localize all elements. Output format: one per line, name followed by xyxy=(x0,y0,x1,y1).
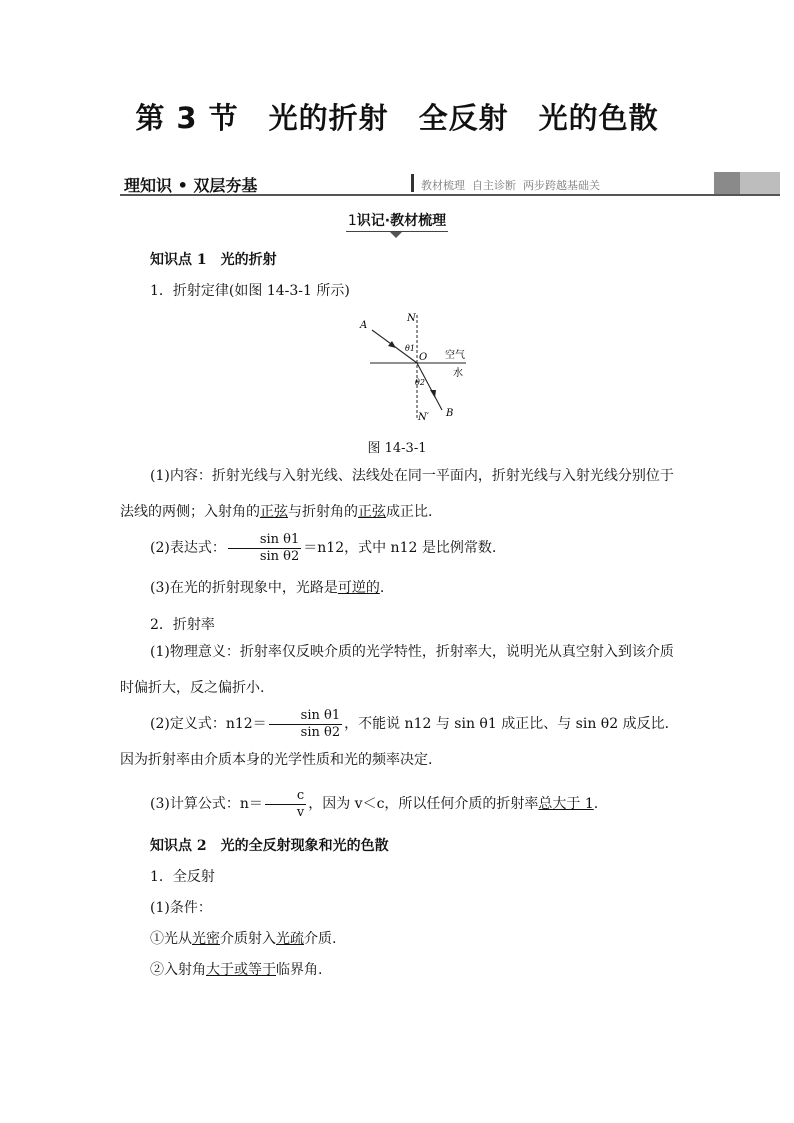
paragraph-physical-meaning: (1)物理意义：折射率仅反映介质的光学特性，折射率大，说明光从真空射入到该介质时偏折大，反之偏折小. xyxy=(120,644,674,696)
condition-1: ①光从光密介质射入光疏介质. xyxy=(150,931,337,947)
paragraph-definition: (2)定义式：n12＝ $\frac{\text{sin θ1}}{\text{sin θ2}}$ ，不能说 n12 与 sin θ1 成正比、与 sin θ2 成反比．因为折射率由介质本身的光学性质和光的频率决定. xyxy=(120,707,679,768)
sub-heading-arrow-icon xyxy=(390,232,402,238)
banner-block-dark xyxy=(714,172,740,194)
section-3-heading: 1．全反射 xyxy=(150,869,215,885)
label-n: N xyxy=(407,313,416,324)
sub-heading-label: 识记·教材梳理 xyxy=(356,213,447,229)
banner-block-light xyxy=(740,172,780,194)
sub-heading-number: 1 xyxy=(347,213,357,229)
label-a: A xyxy=(360,320,368,331)
section-2-heading: 2．折射率 xyxy=(150,617,215,633)
page-title: 第 3 节 光的折射 全反射 光的色散 xyxy=(135,101,659,135)
figure-caption: 图 14-3-1 xyxy=(367,441,427,456)
sub-heading xyxy=(0,210,794,230)
banner-divider xyxy=(411,174,414,192)
refraction-diagram xyxy=(356,310,476,425)
paragraph-formula: (3)计算公式：n＝ $\frac{c}{v}$ ，因为 v＜c，所以任何介质的折射率总大于 1. xyxy=(150,787,599,820)
label-air: 空气 xyxy=(445,350,465,361)
refracted-arrow-icon xyxy=(430,390,436,398)
knowledge-point-1: 知识点 1 光的折射 xyxy=(150,252,277,268)
fraction: $\frac{\text{sin θ1}}{\text{sin θ2}}$ xyxy=(228,532,301,565)
banner-subtitle: 教材梳理 自主诊断 两步跨越基础关 xyxy=(421,179,600,192)
knowledge-point-2: 知识点 2 光的全反射现象和光的色散 xyxy=(150,838,389,854)
label-o: O xyxy=(419,352,428,363)
fraction: $\frac{\text{sin θ1}}{\text{sin θ2}}$ xyxy=(269,708,342,741)
banner-title: 理知识 • 双层夯基 xyxy=(124,176,258,195)
label-theta1: θ1 xyxy=(405,344,415,353)
paragraph-expression: (2)表达式： $\frac{\text{sin θ1}}{\text{sin θ2}}$ ＝n12，式中 n12 是比例常数. xyxy=(150,531,497,564)
label-theta2: θ2 xyxy=(415,378,425,387)
label-water: 水 xyxy=(453,368,463,379)
section-banner xyxy=(120,172,780,196)
condition-2: ②入射角大于或等于临界角. xyxy=(150,962,323,978)
fraction: $\frac{c}{v}$ xyxy=(265,788,306,821)
label-b: B xyxy=(446,408,454,419)
condition-heading: (1)条件： xyxy=(150,900,212,916)
section-1-heading: 1．折射定律(如图 14-3-1 所示) xyxy=(150,283,350,299)
paragraph-reversible: (3)在光的折射现象中，光路是可逆的. xyxy=(150,580,385,596)
paragraph-content: (1)内容：折射光线与入射光线、法线处在同一平面内，折射光线与入射光线分别位于法线的两侧；入射角的正弦与折射角的正弦成正比. xyxy=(120,468,674,520)
label-n-prime: N′ xyxy=(418,412,430,423)
